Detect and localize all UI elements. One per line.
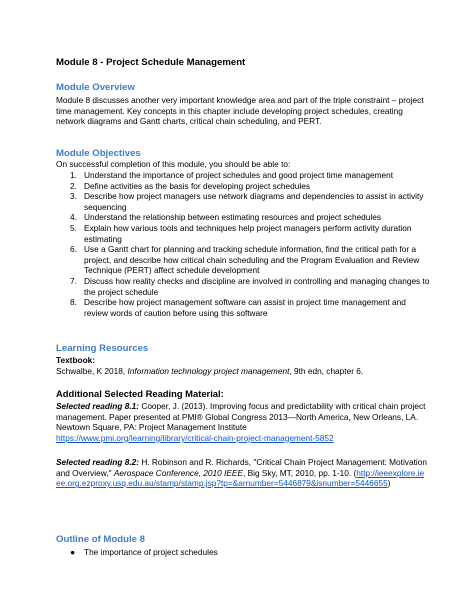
objective-item: 1. Understand the importance of project schedules and good project time management [70, 170, 394, 180]
page-title: Module 8 - Project Schedule Management [56, 57, 246, 68]
objective-item: 2. Define activities as the basis for developing project schedules [70, 180, 310, 191]
overview-heading: Module Overview [56, 82, 135, 93]
textbook-citation: Schwalbe, K 2018, Information technology project management, 9th edn, chapter 6. [56, 366, 364, 376]
reading-8-2-label: Selected reading 8.2: [56, 457, 140, 467]
outline-heading: Outline of Module 8 [56, 534, 146, 545]
reading-8-1: Selected reading 8.1: Cooper, J. (2013). Improving focus and predictability with critical chain project management. Paper presented at PMI® Global Congress 2013—North America, New Orleans, LA. Newtown Square, PA: Project Management Institute https://www.pmi.org/learning/library/critical-chain-project-management-5852 [56, 401, 426, 443]
reading-8-2-link[interactable]: http://ieeexplore.ieee.org.ezproxy.usq.edu.au/stamp/stamp.jsp?tp=&arnumber=5446879&isnumber=5446655 [56, 467, 425, 489]
objectives-list [56, 170, 430, 318]
objective-item: 7. Discuss how reality checks and discipline are involved in controlling and managing changes to the project schedule [70, 275, 430, 297]
objective-item: 5. Explain how various tools and techniques help project managers perform activity duration estimating [70, 222, 412, 244]
reading-8-2: Selected reading 8.2: H. Robinson and R. Richards, "Critical Chain Project Management: Motivation and Overview," Aerospace Conference, 2010 IEEE, Big Sky, MT, 2010, pp. 1-10. (http://ieeexplore.ieee.org.ezproxy.usq.edu.au/stamp/stamp.jsp?tp=&arnumber=5446879&isnumber=5446655) [56, 457, 427, 489]
objective-item: 6. Use a Gantt chart for planning and tracking schedule information, find the critical path for a project, and describe how critical chain scheduling and the Program Evaluation and Review Technique (PERT) affect schedule development [70, 244, 420, 276]
objective-item: 4. Understand the relationship between estimating resources and project schedules [70, 212, 382, 223]
additional-heading: Additional Selected Reading Material: [56, 388, 224, 399]
outline-item: ● The importance of project schedules [70, 547, 218, 557]
reading-8-1-link[interactable]: https://www.pmi.org/learning/library/critical-chain-project-management-5852 [56, 432, 334, 443]
textbook-title: Information technology project management [127, 366, 290, 376]
reading-8-1-label: Selected reading 8.1: [56, 401, 140, 411]
bullet-icon: ● [70, 547, 76, 557]
objective-item: 3. Describe how project managers use network diagrams and dependencies to assist in activity sequencing [70, 191, 424, 212]
objectives-heading: Module Objectives [56, 148, 141, 159]
textbook-label: Textbook: [56, 355, 96, 365]
objective-item: 8. Describe how project management software can assist in project time management and review words of caution before using this software [70, 297, 406, 318]
objectives-intro: On successful completion of this module, you should be able to: [56, 159, 291, 169]
resources-heading: Learning Resources [56, 343, 149, 354]
overview-text: Module 8 discusses another very important knowledge area and part of the triple constraint – project time management. Key concepts in this chapter include developing project schedules, creating network diagrams and Gantt charts, critical chain scheduling, and PERT. [56, 95, 424, 127]
